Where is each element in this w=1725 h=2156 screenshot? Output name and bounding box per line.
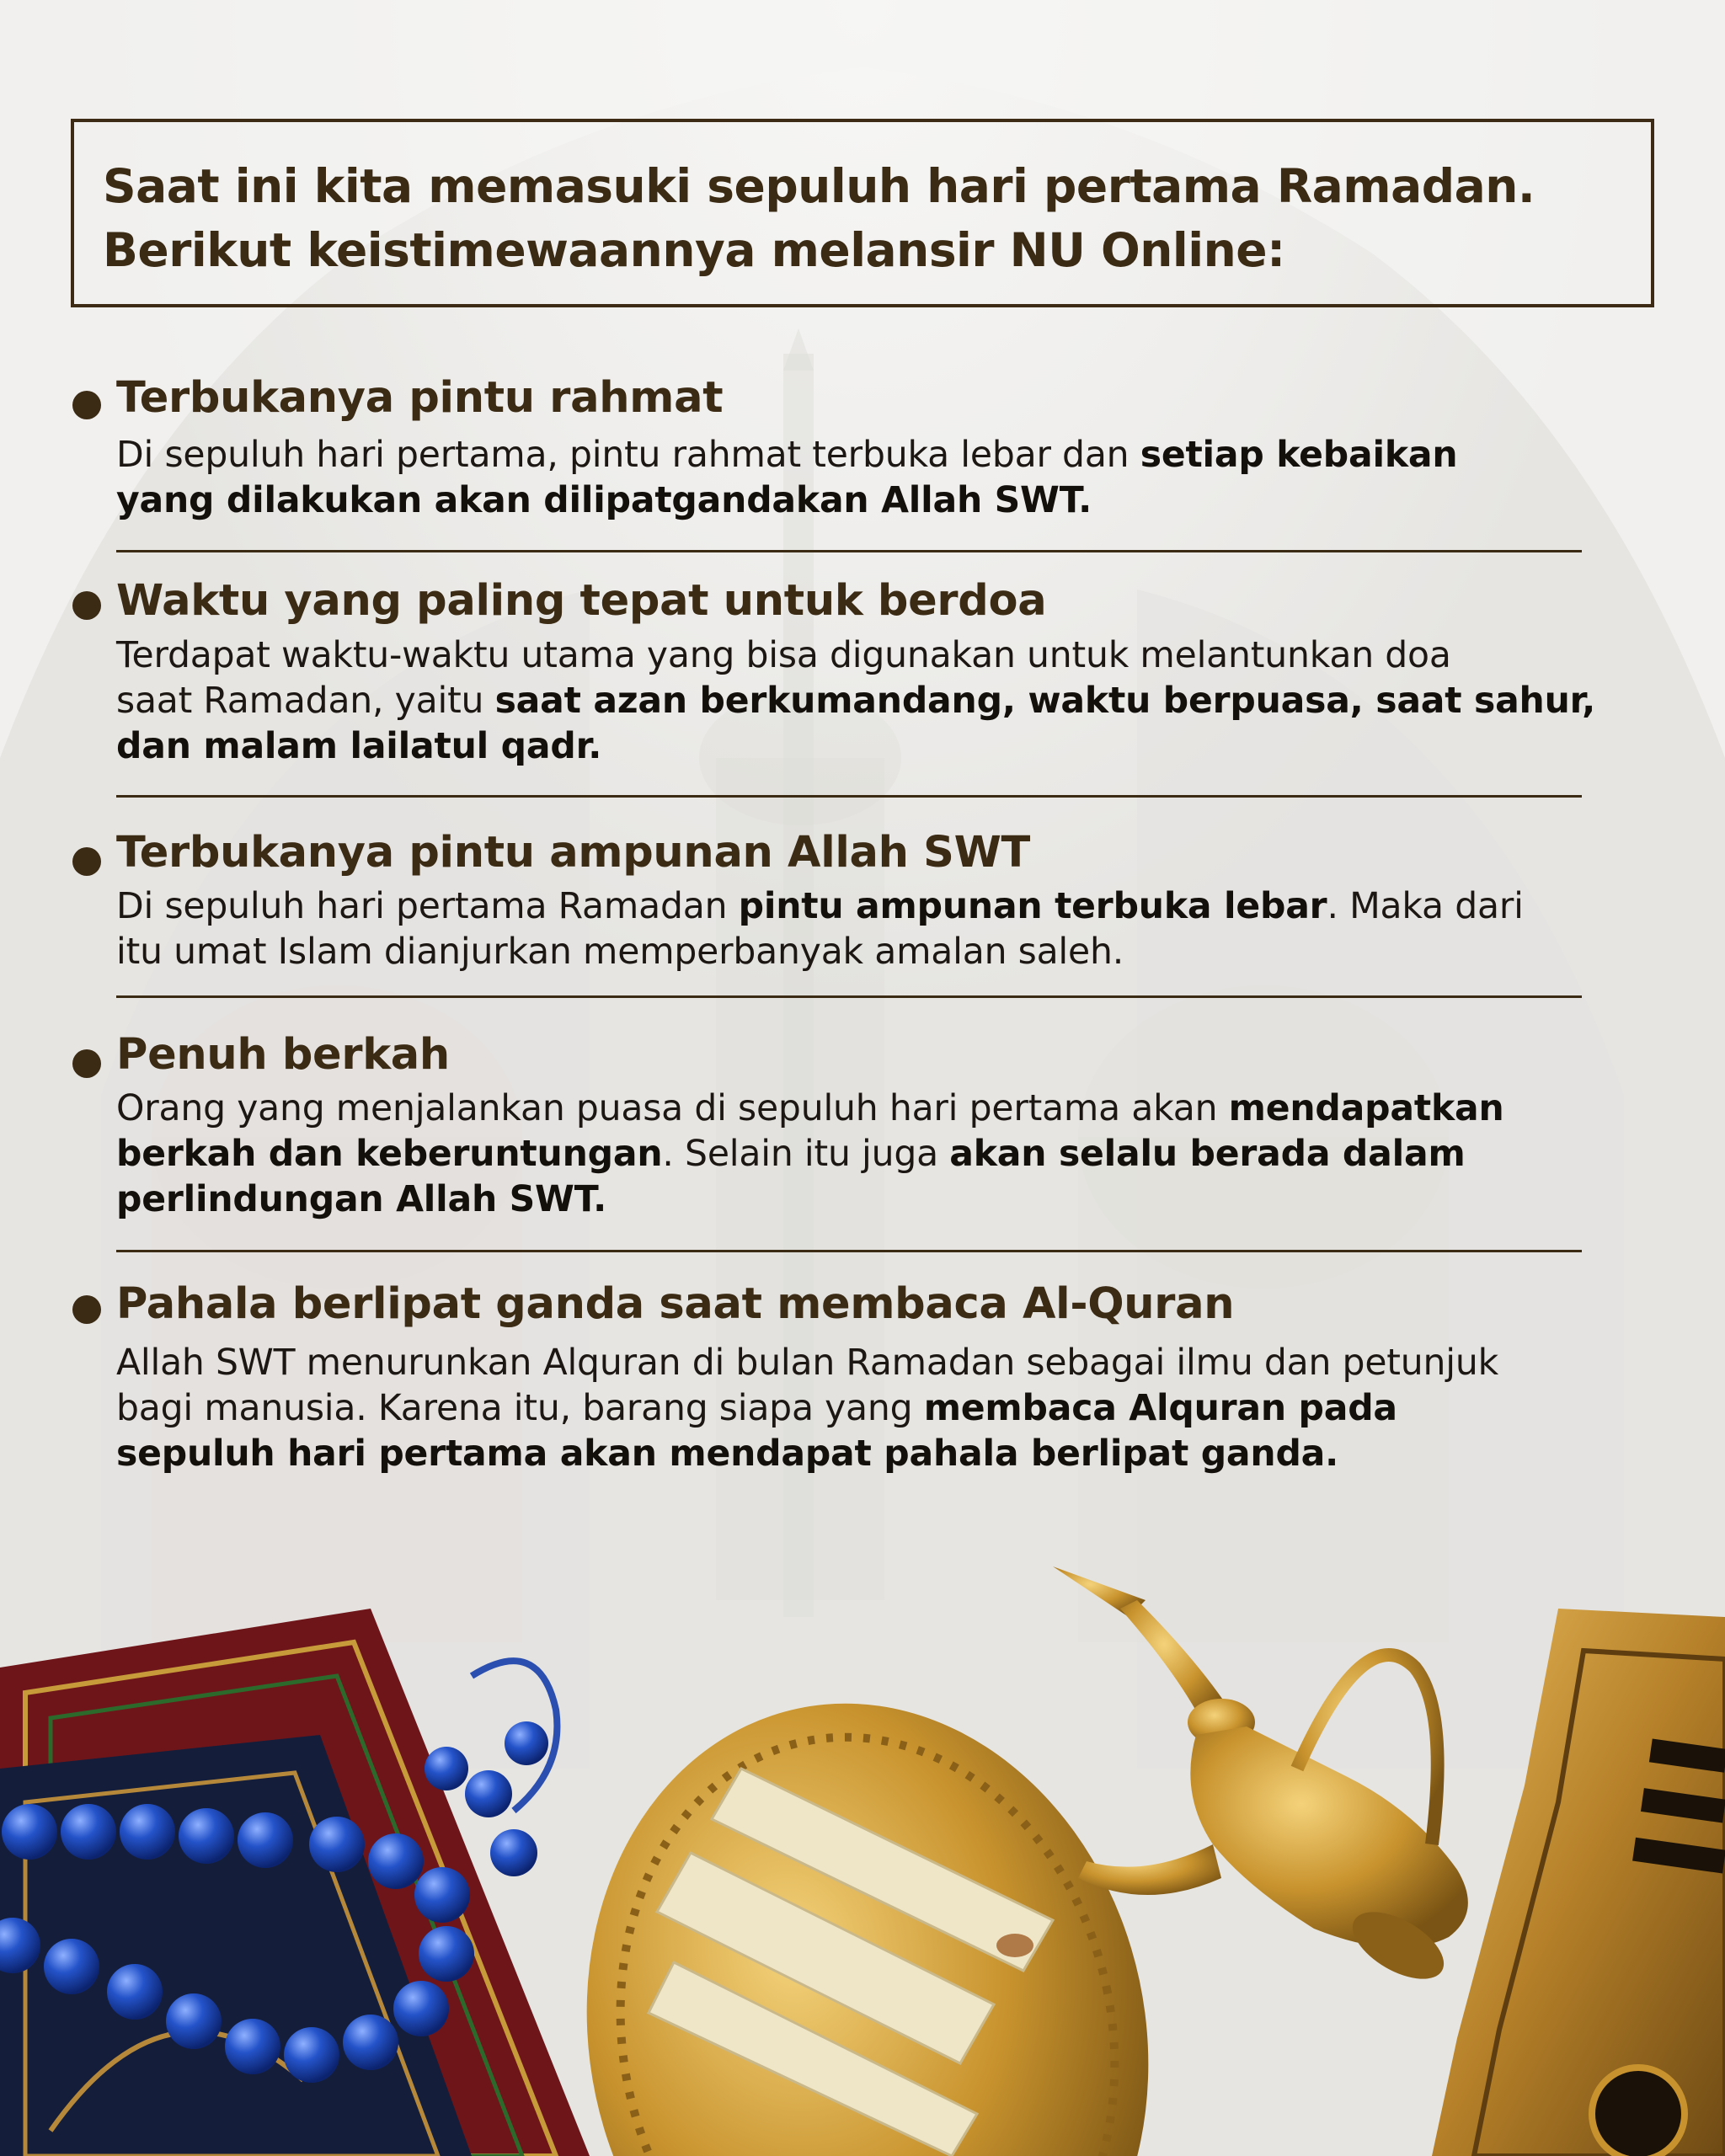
bullet-icon [72, 391, 101, 419]
ramadan-decor [0, 1491, 1725, 2156]
body-bold-text: perlindungan Allah SWT. [116, 1179, 607, 1220]
ornate-book-icon [1432, 1609, 1725, 2156]
body-text: Allah SWT menurunkan Alquran di bulan Ramadan sebagai ilmu dan petunjuk [116, 1342, 1498, 1384]
item-heading: Waktu yang paling tepat untuk berdoa [116, 576, 1047, 626]
title-box [71, 119, 1654, 307]
body-bold-text: saat azan berkumandang, waktu berpuasa, saat sahur, [494, 680, 1596, 722]
divider [116, 995, 1582, 998]
bullet-icon [72, 1295, 101, 1324]
body-line [116, 478, 1700, 524]
item-body [116, 1341, 1700, 1477]
title-line-1: Saat ini kita memasuki sepuluh hari pertama Ramadan. [103, 159, 1535, 213]
body-line [116, 679, 1700, 724]
body-line [116, 1341, 1700, 1386]
item-body [116, 633, 1700, 770]
body-bold-text: pintu ampunan terbuka lebar [738, 886, 1327, 927]
divider [116, 795, 1582, 798]
body-text: Di sepuluh hari pertama Ramadan [116, 886, 739, 927]
bullet-icon [72, 591, 101, 620]
body-bold-text: mendapatkan [1228, 1088, 1504, 1129]
item-body [116, 433, 1700, 524]
body-text: . Selain itu juga [662, 1134, 950, 1175]
body-line [116, 1132, 1700, 1177]
body-line [116, 1177, 1700, 1223]
body-bold-text: yang dilakukan akan dilipatgandakan Allah SWT. [116, 480, 1092, 521]
item-body [116, 1086, 1700, 1223]
body-line [116, 930, 1700, 975]
item-heading: Terbukanya pintu ampunan Allah SWT [116, 828, 1031, 878]
divider [116, 1250, 1582, 1252]
body-text: itu umat Islam dianjurkan memperbanyak amalan saleh. [116, 931, 1124, 973]
divider [116, 550, 1582, 552]
body-bold-text: sepuluh hari pertama akan mendapat pahala berlipat ganda. [116, 1433, 1339, 1475]
body-text: Di sepuluh hari pertama, pintu rahmat terbuka lebar dan [116, 435, 1140, 476]
item-heading: Pahala berlipat ganda saat membaca Al-Quran [116, 1279, 1235, 1329]
bullet-icon [72, 1049, 101, 1078]
body-bold-text: akan selalu berada dalam [949, 1134, 1466, 1175]
body-line [116, 633, 1700, 679]
body-bold-text: setiap kebaikan [1140, 435, 1458, 476]
item-heading: Penuh berkah [116, 1030, 450, 1080]
bullet-icon [72, 847, 101, 876]
body-bold-text: berkah dan keberuntungan [116, 1134, 663, 1175]
title-line-2: Berikut keistimewaannya melansir NU Online: [103, 223, 1285, 277]
body-text: Terdapat waktu-waktu utama yang bisa digunakan untuk melantunkan doa [116, 635, 1451, 676]
body-text: bagi manusia. Karena itu, barang siapa yang [116, 1388, 924, 1429]
body-line [116, 724, 1700, 770]
body-line [116, 884, 1700, 930]
body-text: Orang yang menjalankan puasa di sepuluh hari pertama akan [116, 1088, 1229, 1129]
sweets-tray-icon [526, 1651, 1210, 2156]
body-text: saat Ramadan, yaitu [116, 680, 495, 722]
body-bold-text: membaca Alquran pada [923, 1388, 1397, 1429]
body-line [116, 1086, 1700, 1132]
body-bold-text: dan malam lailatul qadr. [116, 726, 602, 767]
body-text: . Maka dari [1327, 886, 1524, 927]
item-body [116, 884, 1700, 975]
body-line [116, 1386, 1700, 1432]
body-line [116, 1432, 1700, 1477]
body-line [116, 433, 1700, 478]
item-heading: Terbukanya pintu rahmat [116, 373, 724, 423]
